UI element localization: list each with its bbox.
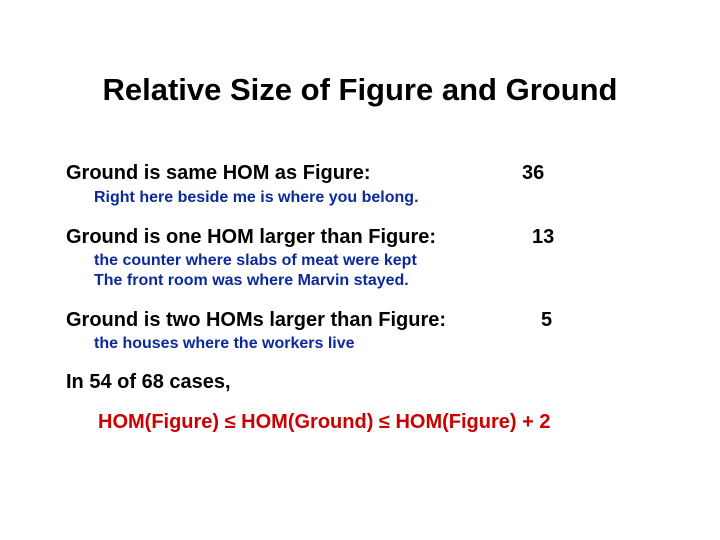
section-3-heading: Ground is two HOMs larger than Figure: — [66, 309, 447, 331]
section-2-example-2: The front room was where Marvin stayed. — [94, 272, 409, 289]
section-3-example-1: the houses where the workers live — [94, 335, 355, 352]
section-1-heading: Ground is same HOM as Figure: — [66, 162, 371, 184]
section-1-example-1: Right here beside me is where you belong. — [94, 189, 419, 206]
slide-title: Relative Size of Figure and Ground — [102, 72, 618, 107]
section-1-count: 36 — [522, 162, 545, 184]
summary-text: In 54 of 68 cases, — [66, 371, 231, 393]
section-2-count: 13 — [532, 226, 555, 248]
formula-text: HOM(Figure) ≤ HOM(Ground) ≤ HOM(Figure) + 2 — [98, 411, 551, 433]
section-2-heading: Ground is one HOM larger than Figure: — [66, 226, 437, 248]
section-3-count: 5 — [541, 309, 553, 331]
section-2-example-1: the counter where slabs of meat were kept — [94, 252, 417, 269]
